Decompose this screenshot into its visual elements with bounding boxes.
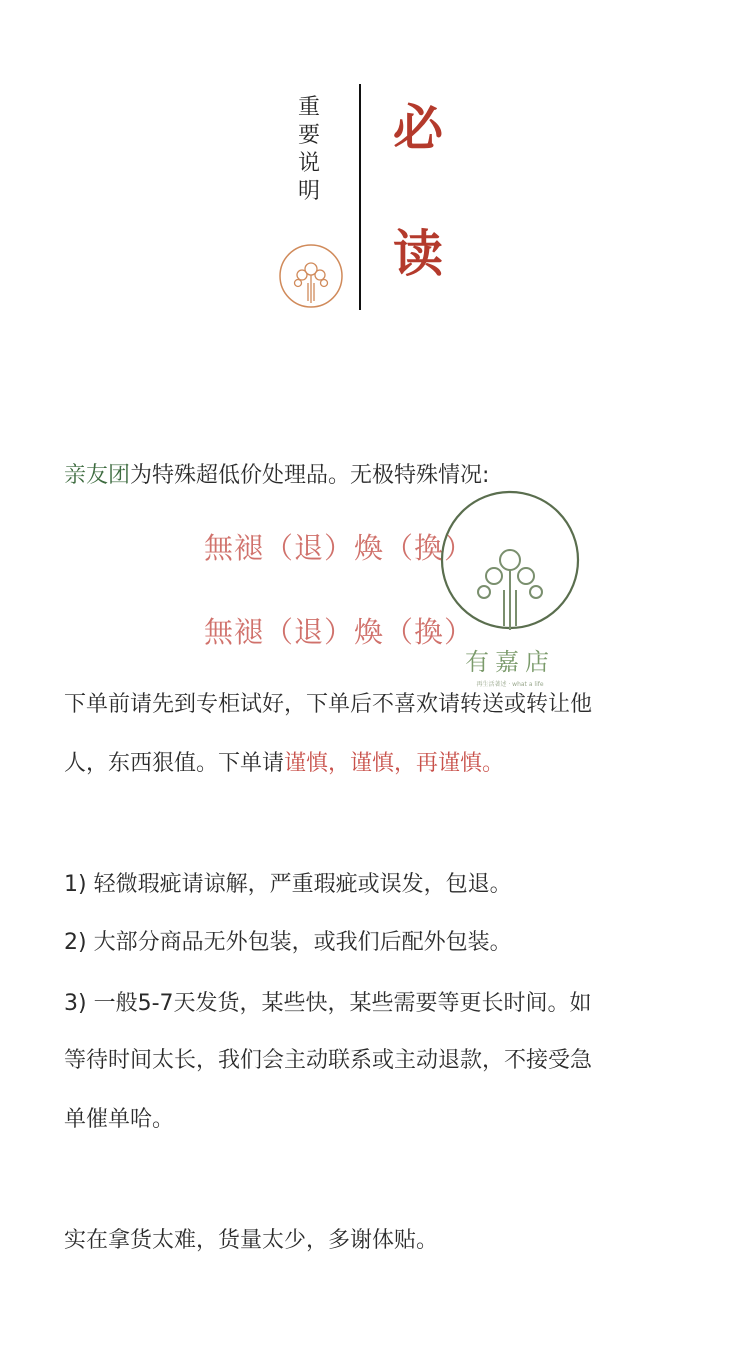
vertical-title-char: 重 [297, 95, 320, 120]
store-watermark-logo-icon [440, 490, 580, 690]
header-divider [359, 84, 361, 310]
vertical-title-char: 要 [297, 123, 320, 148]
watermark-tagline: 再生活著述 · what a life [476, 681, 544, 688]
policy-line: 無褪（退）煥（換） [204, 531, 475, 565]
closing-line: 实在拿货太难，货量太少，多谢体贴。 [64, 1228, 439, 1253]
tree-logo-icon [278, 243, 344, 309]
must-read-char: 读 [393, 224, 443, 283]
notice-line-2 [64, 749, 504, 779]
vertical-title-char: 说 [297, 151, 320, 176]
vertical-title [296, 94, 322, 206]
list-item: 2) 大部分商品无外包装，或我们后配外包装。 [64, 930, 512, 955]
vertical-title-char: 明 [297, 179, 320, 204]
list-item: 1) 轻微瑕疵请谅解，严重瑕疵或误发，包退。 [64, 872, 512, 897]
list-item: 3) 一般5-7天发货，某些快，某些需要等更长时间。如 [64, 991, 592, 1016]
policy-line: 無褪（退）煥（換） [204, 615, 475, 649]
notice-emphasis: 谨慎，谨慎，再谨慎。 [284, 751, 505, 776]
notice-line-1: 下单前请先到专柜试好，下单后不喜欢请转送或转让他 [64, 692, 593, 717]
intro-rest: 为特殊超低价处理品。无极特殊情况: [130, 463, 490, 488]
list-item: 等待时间太长，我们会主动联系或主动退款，不接受急 [64, 1048, 593, 1073]
list-item: 单催单哈。 [64, 1107, 175, 1132]
intro-prefix: 亲友团 [64, 463, 131, 488]
must-read-char: 必 [393, 98, 443, 157]
intro-line [64, 461, 489, 491]
notice-line-2-prefix: 人，东西狠值。下单请 [64, 751, 285, 776]
watermark-name: 有嘉店 [465, 648, 555, 676]
